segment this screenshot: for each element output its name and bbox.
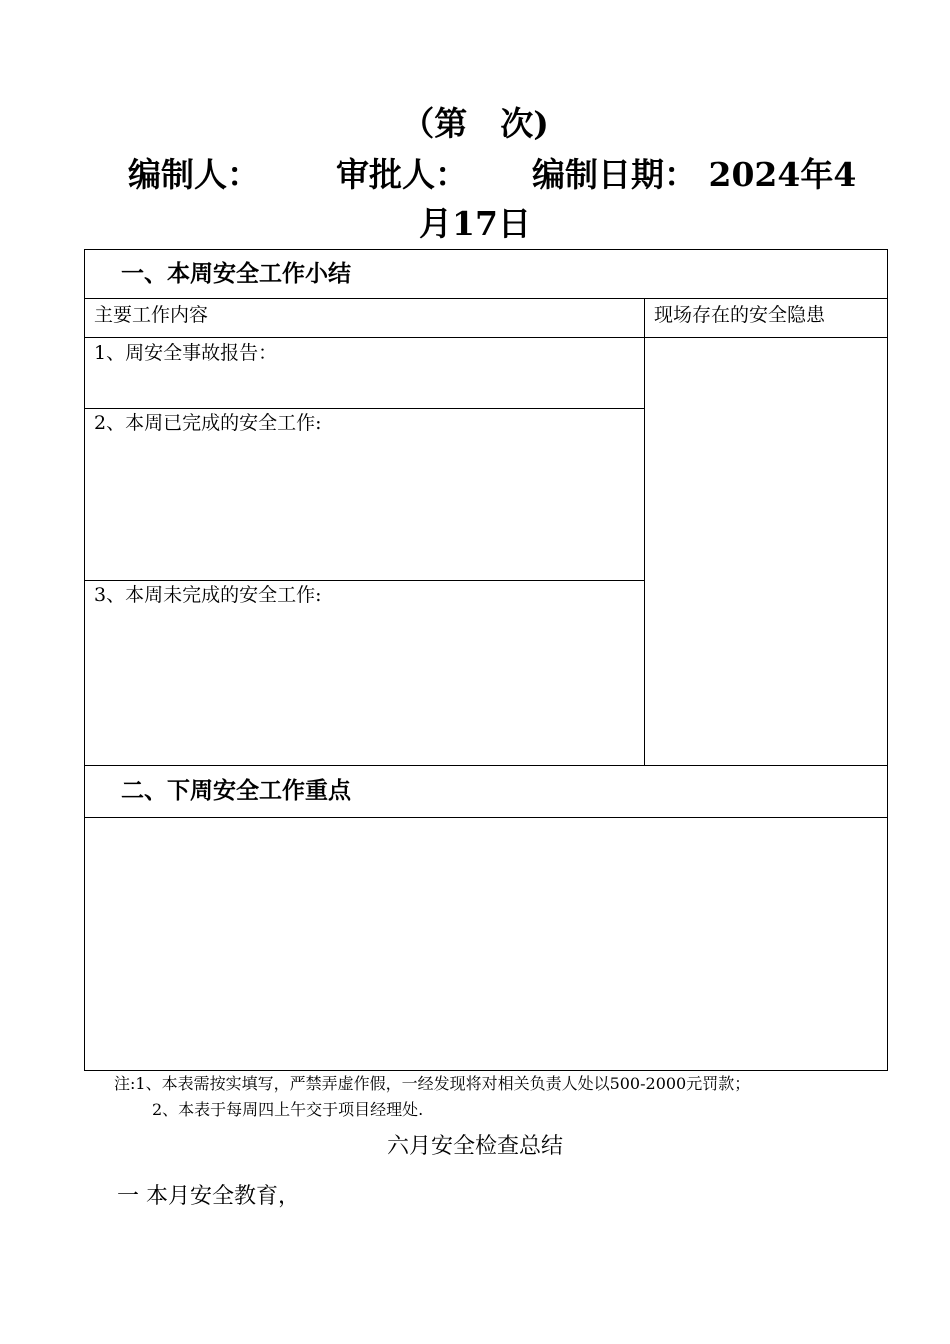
table-rule xyxy=(85,765,887,766)
summary-heading: 六月安全检查总结 xyxy=(386,1134,563,1159)
meta-line xyxy=(128,155,888,195)
item-accident-report: 1、周安全事故报告： xyxy=(94,342,278,364)
date-value-part2: 月17日 xyxy=(419,204,531,243)
form-title: （第 次) xyxy=(401,104,549,143)
weekly-safety-table xyxy=(84,249,888,1071)
note-1: 注:1、本表需按实填写，严禁弄虚作假，一经发现将对相关负责人处以500-2000元罚款； xyxy=(114,1074,751,1093)
compiler-label: 编制人： xyxy=(128,155,260,194)
summary-item-1: 一 本月安全教育， xyxy=(117,1184,300,1209)
table-rule xyxy=(85,337,887,338)
section1-title: 一、本周安全工作小结 xyxy=(121,261,351,287)
table-rule xyxy=(85,408,645,409)
date-value-part1: 2024年4 xyxy=(708,155,857,194)
hazard-header: 现场存在的安全隐患 xyxy=(654,304,826,326)
main-work-header: 主要工作内容 xyxy=(94,304,209,326)
note-2: 2、本表于每周四上午交于项目经理处. xyxy=(152,1100,424,1119)
table-rule xyxy=(85,580,645,581)
approver-label: 审批人： xyxy=(336,155,468,194)
table-column-divider xyxy=(644,298,645,765)
table-rule xyxy=(85,817,887,818)
date-label: 编制日期： xyxy=(532,155,697,194)
table-rule xyxy=(85,298,887,299)
item-uncompleted-work: 3、本周未完成的安全工作: xyxy=(94,584,322,606)
section2-title: 二、下周安全工作重点 xyxy=(121,778,351,804)
item-completed-work: 2、本周已完成的安全工作: xyxy=(94,412,322,434)
